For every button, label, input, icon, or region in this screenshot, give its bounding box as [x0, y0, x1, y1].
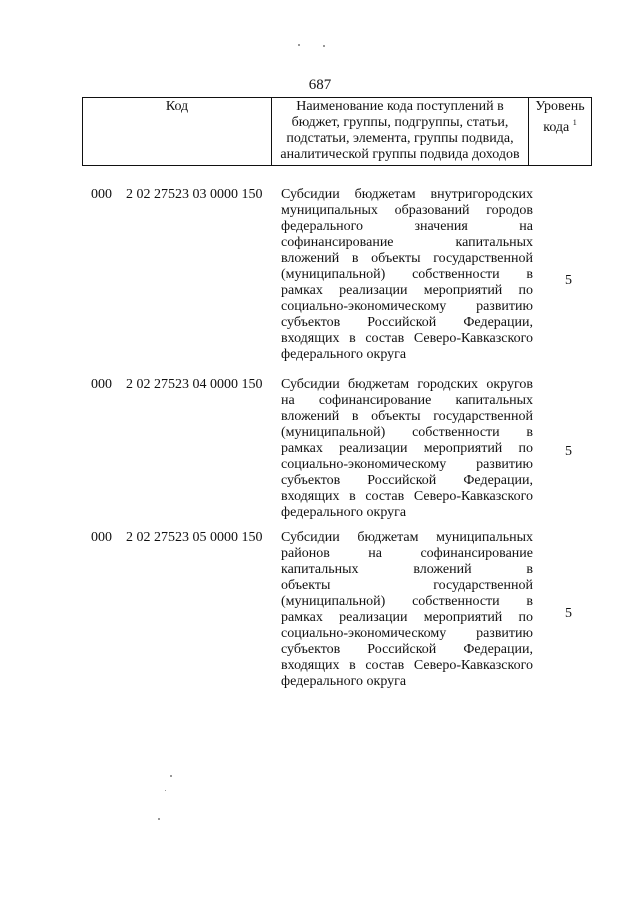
header-table: [82, 97, 592, 166]
header-code-label: Код: [165, 99, 189, 114]
text-line: входящих в состав Северо-Кавказского: [281, 331, 533, 346]
text-line: Субсидии бюджетам внутригородских: [281, 187, 533, 202]
header-name-line: бюджет, группы, подгруппы, статьи,: [291, 115, 509, 130]
text-line: муниципальных образований городов: [281, 203, 533, 218]
revenue-code: 2 02 27523 05 0000 150: [126, 530, 263, 545]
footnote-marker: 1: [572, 118, 577, 127]
header-name-cell: [272, 98, 529, 166]
text-line: федерального значения на: [281, 219, 533, 234]
text-line: социально-экономическому развитию: [281, 626, 533, 641]
scan-speck: [298, 44, 300, 46]
text-line: районов на софинансирование: [281, 546, 533, 561]
admin-code: 000: [91, 530, 112, 545]
page-number: 687: [308, 77, 332, 93]
code-level: 5: [565, 273, 572, 288]
admin-code: 000: [91, 187, 112, 202]
text-line: капитальных вложений в: [281, 562, 533, 577]
header-name-line: подстатьи, элемента, группы подвида,: [286, 131, 514, 146]
text-line: на софинансирование капитальных: [281, 393, 533, 408]
revenue-code: 2 02 27523 03 0000 150: [126, 187, 263, 202]
revenue-name: [281, 377, 533, 521]
header-name-line: Наименование кода поступлений в: [296, 99, 504, 114]
text-line: (муниципальной) собственности в: [281, 267, 533, 282]
header-name-line: аналитической группы подвида доходов: [280, 147, 520, 162]
revenue-name: [281, 187, 533, 363]
text-line: входящих в состав Северо-Кавказского: [281, 658, 533, 673]
table-row: [0, 530, 640, 705]
text-line: социально-экономическому развитию: [281, 299, 533, 314]
table-row: [0, 187, 640, 377]
text-line: вложений в объекты государственной: [281, 251, 533, 266]
scan-speck: [158, 818, 160, 820]
text-line: (муниципальной) собственности в: [281, 425, 533, 440]
header-level-cell: [529, 98, 592, 166]
text-line: Субсидии бюджетам городских округов: [281, 377, 533, 392]
text-line: Субсидии бюджетам муниципальных: [281, 530, 533, 545]
text-line: рамках реализации мероприятий по: [281, 610, 533, 625]
revenue-code: 2 02 27523 04 0000 150: [126, 377, 263, 392]
text-line: субъектов Российской Федерации,: [281, 642, 533, 657]
scan-speck: [165, 790, 166, 791]
revenue-name: [281, 530, 533, 690]
table-row: [0, 377, 640, 537]
header-level-line2: [531, 115, 589, 136]
text-line: рамках реализации мероприятий по: [281, 441, 533, 456]
header-level-label: кода: [543, 120, 570, 135]
text-line: социально-экономическому развитию: [281, 457, 533, 472]
header-level-line1: Уровень: [535, 99, 585, 114]
header-code-cell: [83, 98, 272, 166]
text-line: субъектов Российской Федерации,: [281, 315, 533, 330]
text-line: федерального округа: [281, 347, 407, 362]
scan-speck: [323, 45, 325, 47]
code-level: 5: [565, 444, 572, 459]
text-line: вложений в объекты государственной: [281, 409, 533, 424]
text-line: (муниципальной) собственности в: [281, 594, 533, 609]
scan-speck: [170, 775, 172, 777]
text-line: субъектов Российской Федерации,: [281, 473, 533, 488]
text-line: рамках реализации мероприятий по: [281, 283, 533, 298]
text-line: софинансирование капитальных: [281, 235, 533, 250]
text-line: входящих в состав Северо-Кавказского: [281, 489, 533, 504]
text-line: объекты государственной: [281, 578, 533, 593]
text-line: федерального округа: [281, 505, 407, 520]
text-line: федерального округа: [281, 674, 407, 689]
code-level: 5: [565, 606, 572, 621]
admin-code: 000: [91, 377, 112, 392]
